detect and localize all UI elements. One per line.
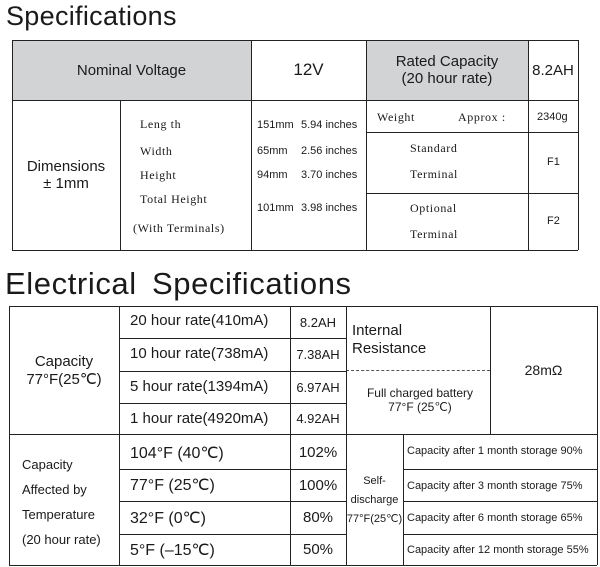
full-charged-temperature: 77°F (25℃) (388, 400, 452, 414)
nominal-voltage-label-cell (12, 40, 251, 100)
full-charged-note (352, 380, 488, 420)
grid-line (346, 306, 347, 565)
grid-line (120, 100, 121, 250)
dim-total-height-mm: 101mm (257, 202, 294, 214)
internal-resistance-value: 28mΩ (524, 362, 563, 378)
self-discharge-label (346, 436, 403, 564)
temp-value-77f: 100% (298, 476, 338, 494)
rated-capacity-value: 8.2AH (532, 61, 574, 79)
temp-value-5f: 50% (302, 541, 334, 558)
capacity-value-20h: 8.2AH (299, 314, 337, 330)
capacity-rate-10h: 10 hour rate(738mA) (130, 345, 269, 362)
grid-line (119, 501, 346, 502)
nominal-voltage-value: 12V (293, 60, 324, 79)
grid-line (366, 40, 367, 250)
full-charged-label: Full charged battery (366, 386, 474, 400)
temp-value-104f: 102% (298, 444, 338, 461)
grid-line (12, 40, 578, 41)
dim-length-mm: 151mm (257, 119, 294, 131)
dimensions-label: Dimensions (26, 158, 106, 175)
dim-length-label: Leng th (140, 117, 182, 131)
rated-capacity-value-cell (528, 40, 578, 100)
dimensions-label-cell (12, 100, 120, 250)
dimensions-tolerance: ± 1mm (43, 175, 89, 192)
temperature-label (22, 452, 101, 552)
temperature-label-line: Capacity (22, 457, 73, 472)
grid-line (597, 306, 598, 565)
nominal-voltage-value-cell (251, 40, 366, 100)
nominal-voltage-label: Nominal Voltage (76, 61, 187, 79)
capacity-value-1h: 4.92AH (296, 411, 340, 426)
grid-line (403, 434, 404, 565)
temp-32f: 32°F (0℃) (130, 510, 206, 527)
standard-terminal-value: F1 (547, 156, 560, 168)
standard-terminal-label: Standard (410, 141, 458, 155)
storage-3-month: Capacity after 3 month storage 75% (407, 480, 583, 492)
rated-capacity-label: Rated Capacity (395, 53, 499, 70)
grid-line (12, 250, 578, 251)
dim-height-mm: 94mm (257, 169, 288, 181)
capacity-rate-5h: 5 hour rate(1394mA) (130, 378, 269, 395)
rated-capacity-label-cell (366, 40, 528, 100)
capacity-label-cell (9, 306, 119, 434)
grid-line (9, 434, 597, 435)
self-discharge-label-line: Self- (363, 474, 386, 487)
standard-terminal-label-2: Terminal (410, 167, 458, 181)
capacity-value-10h: 7.38AH (296, 347, 340, 362)
grid-line (119, 371, 346, 372)
grid-line (119, 534, 346, 535)
dim-with-terminals-label: (With Terminals) (133, 221, 225, 235)
storage-12-month: Capacity after 12 month storage 55% (407, 544, 589, 556)
grid-line (12, 40, 13, 250)
grid-line (119, 403, 346, 404)
grid-line (578, 40, 579, 250)
internal-resistance-label-2: Resistance (352, 340, 427, 357)
dim-height-label: Height (140, 168, 177, 182)
grid-line (119, 469, 346, 470)
specifications-title: Specifications (6, 1, 177, 31)
dim-total-height-label: Total Height (140, 192, 208, 206)
electrical-specifications-title: Electrical Specifications (5, 266, 352, 301)
internal-resistance-label: Internal (352, 322, 403, 339)
dim-width-label: Width (140, 144, 173, 158)
temperature-label-line: Affected by (22, 482, 87, 497)
capacity-rate-20h: 20 hour rate(410mA) (130, 312, 269, 329)
temp-value-32f: 80% (302, 509, 334, 526)
storage-1-month: Capacity after 1 month storage 90% (407, 445, 583, 457)
weight-label: Weight (377, 110, 415, 124)
optional-terminal-label-2: Terminal (410, 227, 458, 241)
self-discharge-label-line: 77°F(25℃) (346, 512, 403, 525)
dim-height-inches: 3.70 inches (301, 169, 358, 181)
grid-line (290, 306, 291, 565)
rated-capacity-rate: (20 hour rate) (401, 70, 493, 87)
dim-length-inches: 5.94 inches (301, 119, 358, 131)
capacity-label: Capacity (34, 352, 94, 370)
grid-line (9, 306, 597, 307)
self-discharge-label-line: discharge (350, 493, 399, 506)
temp-77f: 77°F (25℃) (130, 477, 215, 494)
temp-5f: 5°F (–15℃) (130, 542, 215, 559)
storage-6-month: Capacity after 6 month storage 65% (407, 512, 583, 524)
grid-line (490, 306, 491, 434)
grid-line (346, 370, 490, 371)
grid-line (366, 132, 578, 133)
temp-104f: 104°F (40℃) (130, 445, 224, 462)
optional-terminal-value: F2 (547, 215, 560, 227)
temperature-label-line: (20 hour rate) (22, 532, 101, 547)
dim-width-inches: 2.56 inches (301, 145, 358, 157)
grid-line (12, 100, 578, 101)
dim-width-mm: 65mm (257, 145, 288, 157)
grid-line (403, 469, 597, 470)
grid-line (403, 534, 597, 535)
capacity-value-5h: 6.97AH (296, 379, 340, 395)
grid-line (119, 338, 346, 339)
grid-line (403, 501, 597, 502)
weight-value: 2340g (537, 111, 568, 123)
grid-line (9, 306, 10, 565)
grid-line (119, 306, 120, 565)
grid-line (9, 565, 597, 566)
capacity-temperature: 77°F(25℃) (26, 370, 102, 388)
temperature-label-line: Temperature (22, 507, 95, 522)
weight-approx-label: Approx : (458, 110, 506, 124)
dim-total-height-inches: 3.98 inches (301, 202, 358, 214)
grid-line (366, 193, 578, 194)
optional-terminal-label: Optional (410, 201, 457, 215)
capacity-rate-1h: 1 hour rate(4920mA) (130, 410, 269, 427)
grid-line (251, 40, 252, 250)
grid-line (528, 40, 529, 250)
